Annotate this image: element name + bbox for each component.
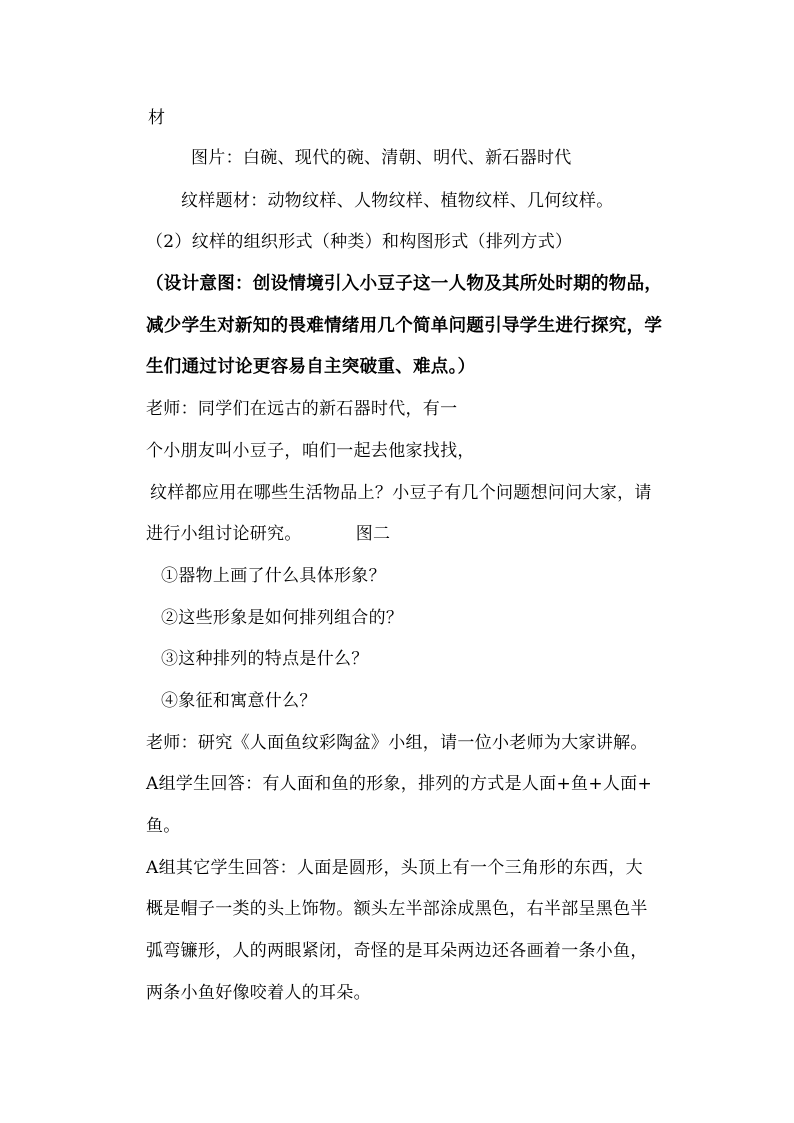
text-line-22: 两条小鱼好像咬着人的耳朵。	[146, 983, 371, 1003]
figure-label: 图二	[355, 524, 391, 544]
text-line-10: 纹样都应用在哪些生活物品上？小豆子有几个问题想问问大家，请	[150, 483, 652, 503]
text-line-18: 鱼。	[146, 816, 181, 836]
text-line-19: A组其它学生回答：人面是圆形，头顶上有一个三角形的东西，大	[146, 858, 643, 878]
question-2: ②这些形象是如何排列组合的？	[161, 608, 404, 628]
text-line-3: 纹样题材：动物纹样、人物纹样、植物纹样、几何纹样。	[181, 191, 614, 211]
text-line-2: 图片：白碗、现代的碗、清朝、明代、新石器时代	[191, 148, 572, 168]
text-line-17: A组学生回答：有人面和鱼的形象，排列的方式是人面+鱼+人面+	[146, 774, 653, 794]
text-line-20: 概是帽子一类的头上饰物。额头左半部涂成黑色，右半部呈黑色半	[146, 899, 648, 919]
text-line-16: 老师：研究《人面鱼纹彩陶盆》小组，请一位小老师为大家讲解。	[146, 733, 648, 753]
text-line-4: （2）纹样的组织形式（种类）和构图形式（排列方式）	[146, 232, 573, 252]
question-4: ④象征和寓意什么？	[161, 691, 317, 711]
text-line-11-body: 进行小组讨论研究。	[146, 524, 302, 544]
question-3: ③这种排列的特点是什么？	[161, 649, 369, 669]
question-1: ①器物上画了什么具体形象？	[161, 566, 386, 586]
text-line-8: 老师：同学们在远古的新石器时代，有一	[146, 399, 458, 419]
text-line-1: 材	[148, 108, 166, 128]
text-line-9: 个小朋友叫小豆子，咱们一起去他家找找，	[146, 441, 475, 461]
design-intent-line-1: （设计意图：创设情境引入小豆子这一人物及其所处时期的物品，	[146, 274, 663, 294]
design-intent-line-2: 减少学生对新知的畏难情绪用几个简单问题引导学生进行探究，学	[146, 316, 663, 336]
design-intent-line-3: 生们通过讨论更容易自主突破重、难点。）	[146, 357, 476, 377]
text-line-11	[146, 522, 390, 546]
text-line-21: 弧弯镰形，人的两眼紧闭，奇怪的是耳朵两边还各画着一条小鱼，	[146, 941, 648, 961]
